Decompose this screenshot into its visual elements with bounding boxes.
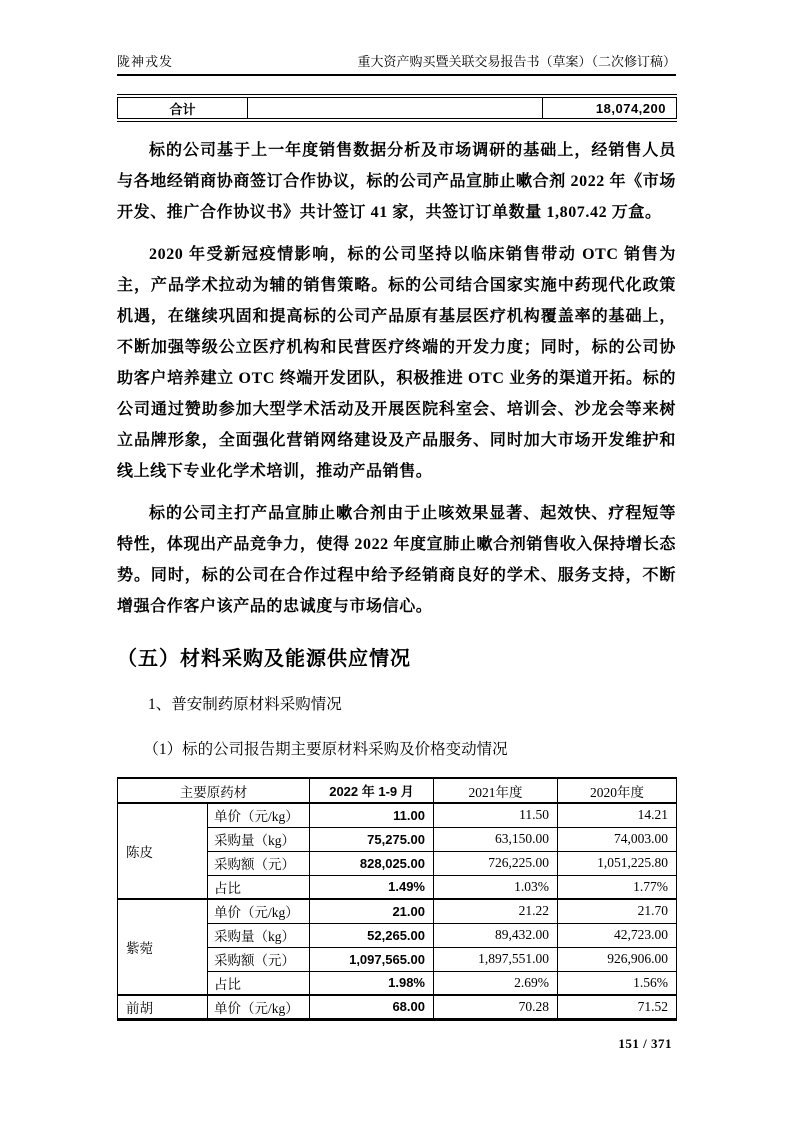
material-name-cell: 陈皮 [118, 803, 208, 899]
value-cell-2021: 63,150.00 [434, 827, 558, 851]
value-cell-2020: 21.70 [558, 899, 677, 923]
metric-label-cell: 单价（元/kg） [208, 899, 310, 923]
metric-label-cell: 采购量（kg） [208, 923, 310, 947]
header-company-name: 陇神戎发 [117, 54, 174, 69]
table-row [118, 995, 677, 1019]
header-cell-2021: 2021年度 [434, 778, 558, 803]
summary-empty-cell [248, 96, 543, 120]
section-heading: （五）材料采购及能源供应情况 [117, 648, 411, 670]
value-cell-2022: 68.00 [310, 995, 434, 1019]
summary-total-row [118, 96, 677, 120]
value-cell-2020: 926,906.00 [558, 947, 677, 971]
value-cell-2022: 1.98% [310, 971, 434, 995]
header-cell-2022: 2022 年 1-9 月 [310, 778, 434, 803]
value-cell-2020: 1,051,225.80 [558, 851, 677, 875]
value-cell-2021: 726,225.00 [434, 851, 558, 875]
table-row [118, 899, 677, 923]
metric-label-cell: 采购量（kg） [208, 827, 310, 851]
value-cell-2021: 1.03% [434, 875, 558, 899]
page-header [117, 53, 676, 76]
value-cell-2020: 1.77% [558, 875, 677, 899]
value-cell-2021: 89,432.00 [434, 923, 558, 947]
metric-label-cell: 占比 [208, 971, 310, 995]
value-cell-2022: 75,275.00 [310, 827, 434, 851]
value-cell-2020: 14.21 [558, 803, 677, 827]
value-cell-2022: 21.00 [310, 899, 434, 923]
materials-procurement-table [117, 777, 677, 1021]
value-cell-2020: 1.56% [558, 971, 677, 995]
value-cell-2021: 1,897,551.00 [434, 947, 558, 971]
value-cell-2020: 74,003.00 [558, 827, 677, 851]
value-cell-2022: 1.49% [310, 875, 434, 899]
value-cell-2022: 52,265.00 [310, 923, 434, 947]
value-cell-2021: 2.69% [434, 971, 558, 995]
value-cell-2021: 21.22 [434, 899, 558, 923]
metric-label-cell: 单价（元/kg） [208, 803, 310, 827]
summary-total-value: 18,074,200 [543, 96, 677, 120]
sub-heading-numbered: 1、普安制药原材料采购情况 [148, 696, 342, 713]
summary-total-table [117, 94, 677, 122]
summary-total-label: 合计 [118, 96, 248, 120]
metric-label-cell: 占比 [208, 875, 310, 899]
table-row [118, 803, 677, 827]
metric-label-cell: 采购额（元） [208, 851, 310, 875]
table-header-row [118, 778, 677, 803]
header-cell-2020: 2020年度 [558, 778, 677, 803]
metric-label-cell: 采购额（元） [208, 947, 310, 971]
material-name-cell: 前胡 [118, 995, 208, 1019]
value-cell-2020: 71.52 [558, 995, 677, 1019]
header-document-title: 重大资产购买暨关联交易报告书（草案）（二次修订稿） [357, 54, 676, 69]
value-cell-2021: 11.50 [434, 803, 558, 827]
sub-heading-item: （1）标的公司报告期主要原材料采购及价格变动情况 [143, 741, 508, 758]
body-paragraph-2: 2020 年受新冠疫情影响，标的公司坚持以临床销售带动 OTC 销售为主，产品学术拉动为辅的销售策略。标的公司结合国家实施中药现代化政策机遇，在继续巩固和提高标的公司产品原有基层医疗机构覆盖率的基础上，不断加强等级公立医疗机构和民营医疗终端的开发力度；同时，标的公司协助客户培养建立 OTC 终端开发团队，积极推进 OTC 业务的渠道开拓。标的公司通过赞助参加大型学术活动及开展医院科室会、培训会、沙龙会等来树立品牌形象，全面强化营销网络建设及产品服务、同时加大市场开发维护和线上线下专业化学术培训，推动产品销售。 [117, 246, 676, 480]
page-number: 151 / 371 [618, 1035, 672, 1051]
value-cell-2021: 70.28 [434, 995, 558, 1019]
body-paragraph-1: 标的公司基于上一年度销售数据分析及市场调研的基础上，经销售人员与各地经销商协商签订合作协议，标的公司产品宣肺止嗽合剂 2022 年《市场开发、推广合作协议书》共计签订 41 家，共签订订单数量 1,807.42 万盒。 [117, 142, 676, 221]
value-cell-2020: 42,723.00 [558, 923, 677, 947]
material-name-cell: 紫菀 [118, 899, 208, 995]
value-cell-2022: 11.00 [310, 803, 434, 827]
header-cell-material: 主要原药材 [118, 778, 310, 803]
body-paragraph-3: 标的公司主打产品宣肺止嗽合剂由于止咳效果显著、起效快、疗程短等特性，体现出产品竞争力，使得 2022 年度宣肺止嗽合剂销售收入保持增长态势。同时，标的公司在合作过程中给予经销商良好的学术、服务支持，不断增强合作客户该产品的忠诚度与市场信心。 [117, 505, 676, 615]
metric-label-cell: 单价（元/kg） [208, 995, 310, 1019]
value-cell-2022: 1,097,565.00 [310, 947, 434, 971]
value-cell-2022: 828,025.00 [310, 851, 434, 875]
